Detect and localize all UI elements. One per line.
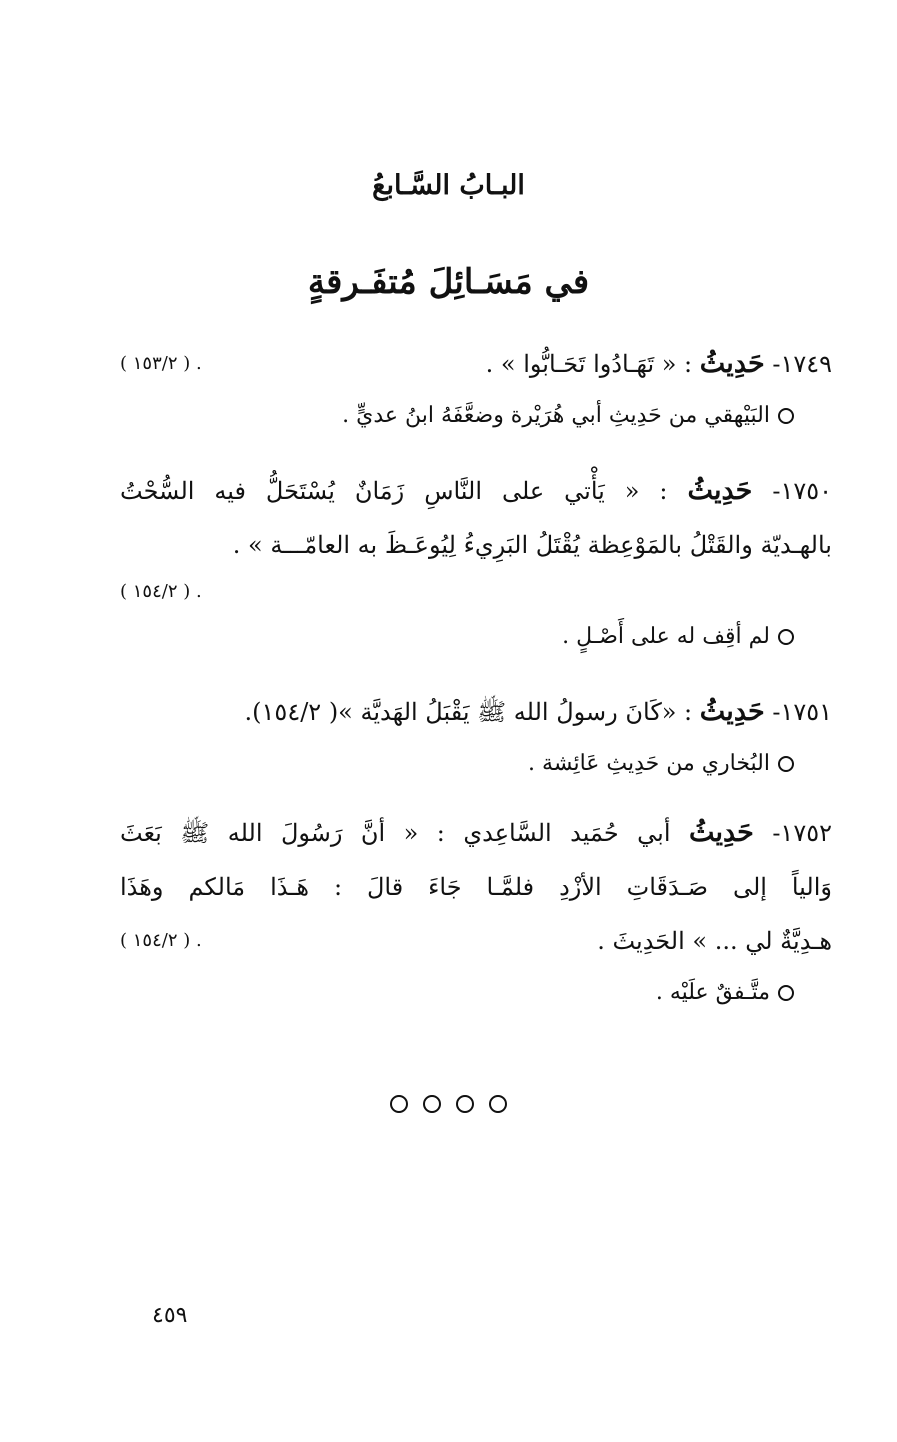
hadith-line <box>120 860 832 914</box>
section-divider <box>0 1095 897 1117</box>
divider-circle-icon <box>423 1095 441 1113</box>
circle-bullet-icon <box>778 756 794 772</box>
hadith-note-text: البَيْهقي من حَدِيثِ أبي هُرَيْرة وضعَّفَهُ ابنُ عديٍّ . <box>342 403 770 428</box>
hadith-line <box>120 464 832 518</box>
divider-circle-icon <box>456 1095 474 1113</box>
divider-circle-icon <box>390 1095 408 1113</box>
chapter-title: البـابُ السَّـابعُ <box>372 170 525 201</box>
hadith-number: ١٧٤٩- <box>772 350 832 378</box>
hadith-entry-1750 <box>120 464 832 662</box>
hadith-note <box>120 612 832 662</box>
hadith-number: ١٧٥٢- <box>772 819 832 847</box>
hadith-text: وَالياً إلى صَـدَقَاتِ الأزْدِ فلمَّـا جَاءَ قالَ : هَـذَا مَالكم وهَذَا <box>120 873 832 901</box>
hadith-reference: ( ١٥٤/٢ ) . <box>120 930 202 951</box>
hadith-reference: ( ١٥٣/٢ ) . <box>120 353 202 374</box>
hadith-note <box>120 968 832 1018</box>
hadith-text: : « تَهَـادُوا تَحَـابُّوا » . <box>485 350 693 378</box>
circle-bullet-icon <box>778 629 794 645</box>
hadith-note-text: متَّـفقٌ علَيْه . <box>655 980 770 1005</box>
divider-circle-icon <box>489 1095 507 1113</box>
hadith-line <box>120 518 832 572</box>
hadith-text: : « يَأْتي على النَّاسِ زَمَانٌ يُسْتَحَلُّ فيه السُّحْتُ <box>120 477 668 505</box>
hadith-note <box>120 391 832 441</box>
hadith-note-text: البُخاري من حَدِيثِ عَائِشة . <box>528 751 770 776</box>
page-number: ٤٥٩ <box>152 1303 188 1328</box>
hadith-entry-1752 <box>120 806 832 1018</box>
hadith-line <box>120 685 832 739</box>
hadith-line <box>120 337 832 391</box>
section-title: في مَسَـائِلَ مُتفَـرقةٍ <box>307 262 590 302</box>
circle-bullet-icon <box>778 408 794 424</box>
hadith-number: ١٧٥٠- <box>772 477 832 505</box>
hadith-text: أبي حُمَيد السَّاعِدي : « أنَّ رَسُولَ الله ﷺ بَعَثَ <box>120 819 671 847</box>
hadith-note <box>120 739 832 789</box>
hadith-text: هـدِيَّةٌ لي ... » الحَدِيثَ . <box>597 927 832 955</box>
hadith-text: : «كَانَ رسولُ الله ﷺ يَقْبَلُ الهَديَّة »( ١٥٤/٢). <box>244 698 693 726</box>
hadith-line <box>120 914 832 968</box>
hadith-label: حَدِيثُ <box>688 817 754 848</box>
hadith-text: بالهـديّة والقَتْلُ بالمَوْعِظة يُقْتَلُ البَرِيءُ لِيُوعَـظَ به العامّـــة » . <box>232 531 832 559</box>
hadith-line <box>120 806 832 860</box>
hadith-entry-1751 <box>120 685 832 789</box>
hadith-entry-1749 <box>120 337 832 441</box>
circle-bullet-icon <box>778 985 794 1001</box>
hadith-label: حَدِيثُ <box>699 348 765 379</box>
hadith-reference: ( ١٥٤/٢ ) . <box>120 581 202 602</box>
hadith-note-text: لم أقِف له على أَصْـلٍ . <box>562 624 770 649</box>
hadith-label: حَدِيثُ <box>687 475 753 506</box>
hadith-number: ١٧٥١- <box>772 698 832 726</box>
hadith-label: حَدِيثُ <box>699 696 765 727</box>
